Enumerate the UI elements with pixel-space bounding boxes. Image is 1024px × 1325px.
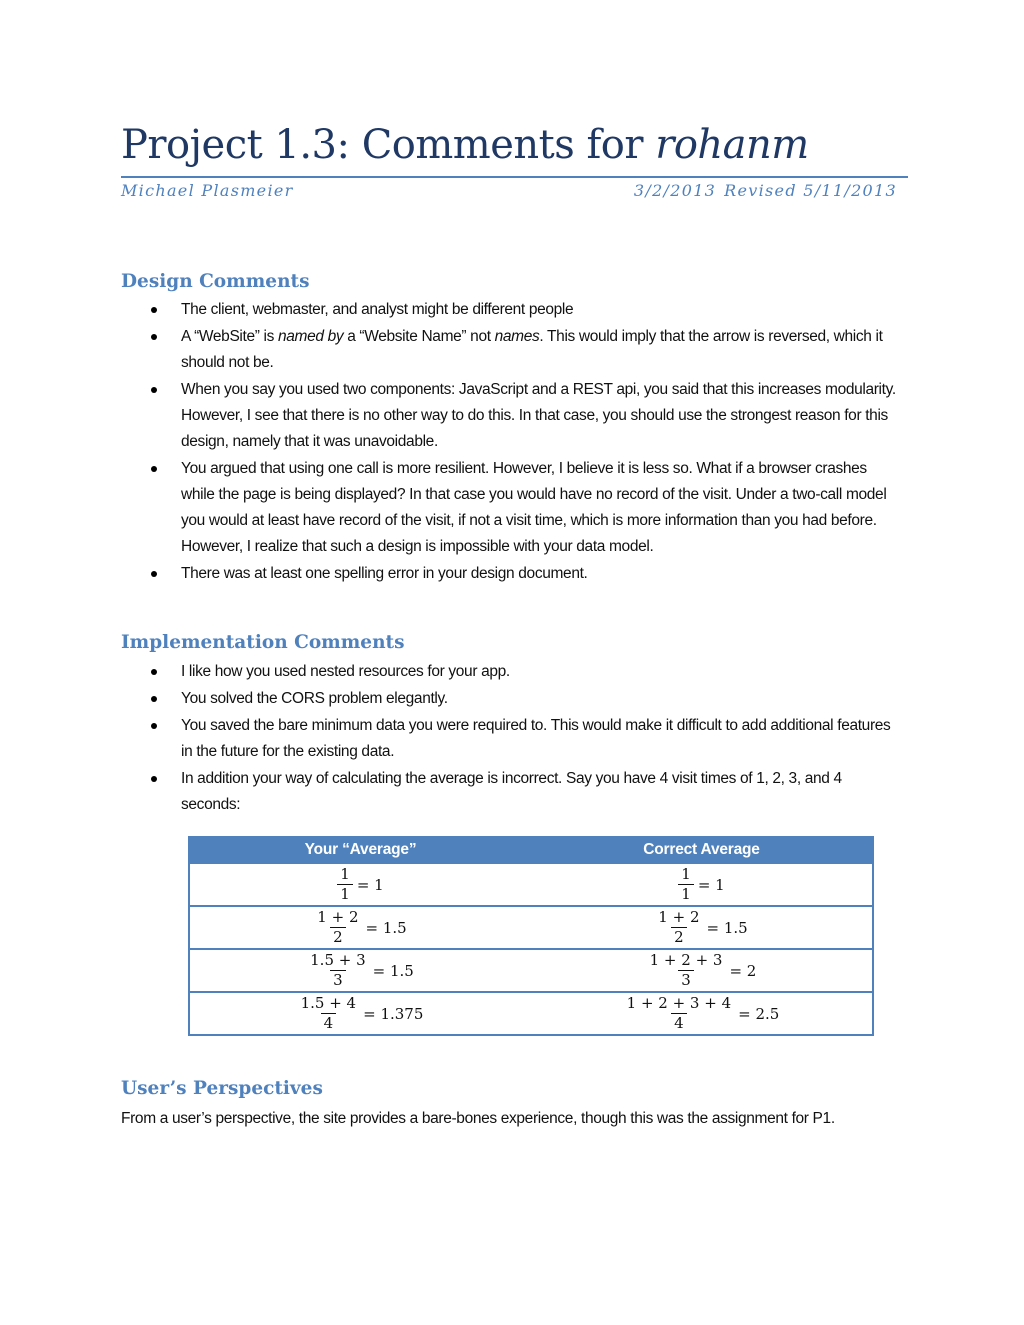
equation	[314, 909, 406, 946]
list-item: There was at least one spelling error in your design document.	[121, 561, 901, 587]
date: 3/2/2013	[633, 181, 717, 200]
denominator: 3	[678, 970, 694, 989]
numerator: 1 + 2 + 3 + 4	[626, 994, 732, 1012]
fraction	[647, 952, 726, 989]
implementation-heading: Implementation Comments	[121, 632, 405, 653]
fraction	[298, 995, 360, 1032]
list-item: In addition your way of calculating the average is incorrect. Say you have 4 visit times of 1, 2, 3, and 4 seconds:	[121, 766, 901, 818]
title-underline	[121, 176, 908, 178]
design-list	[121, 297, 908, 587]
author-name: Michael Plasmeier	[121, 181, 294, 200]
list-item: You saved the bare minimum data you were required to. This would make it difficult to add additional features in the future for the existing data.	[121, 713, 901, 765]
table-row	[189, 992, 873, 1035]
result: = 1	[697, 875, 725, 894]
numerator: 1.5 + 4	[300, 994, 357, 1012]
denominator: 3	[330, 970, 346, 989]
column-header-correct-average: Correct Average	[531, 837, 873, 863]
subtitle	[121, 181, 897, 200]
numerator: 1 + 2	[658, 908, 700, 926]
list-item: A “WebSite” is named by a “Website Name” not names. This would imply that the arrow is reversed, which it should not be.	[121, 324, 901, 376]
result: = 1.5	[365, 918, 407, 937]
result: = 1.375	[363, 1004, 424, 1023]
table-header-row	[189, 837, 873, 863]
result: = 2	[729, 961, 757, 980]
users-heading: User’s Perspectives	[121, 1078, 323, 1099]
title-username: rohanm	[655, 122, 809, 168]
list-item: I like how you used nested resources for your app.	[121, 659, 901, 685]
list-item: The client, webmaster, and analyst might be different people	[121, 297, 901, 323]
page-title	[121, 122, 809, 168]
list-item: You solved the CORS problem elegantly.	[121, 686, 901, 712]
users-paragraph: From a user’s perspective, the site provides a bare-bones experience, though this was the assignment for P1.	[121, 1110, 835, 1127]
numerator: 1	[681, 865, 691, 883]
denominator: 1	[678, 884, 694, 903]
numerator: 1.5 + 3	[310, 951, 366, 969]
denominator: 2	[330, 927, 346, 946]
table-body	[189, 863, 873, 1035]
fraction	[307, 952, 369, 989]
result: = 1.5	[372, 961, 414, 980]
table-row	[189, 949, 873, 992]
average-table	[188, 836, 874, 1036]
your-average-cell	[189, 992, 531, 1035]
design-heading: Design Comments	[121, 271, 310, 292]
fraction	[314, 909, 361, 946]
your-average-cell	[189, 863, 531, 906]
denominator: 2	[671, 927, 687, 946]
denominator: 4	[671, 1013, 687, 1032]
your-average-cell	[189, 949, 531, 992]
implementation-list	[121, 659, 908, 818]
equation	[624, 995, 780, 1032]
equation	[678, 866, 724, 903]
equation	[298, 995, 424, 1032]
result: = 1.5	[706, 918, 748, 937]
fraction	[624, 995, 735, 1032]
equation	[647, 952, 757, 989]
result: = 2.5	[738, 1004, 780, 1023]
correct-average-cell	[531, 906, 873, 949]
denominator: 1	[337, 884, 353, 903]
list-item: You argued that using one call is more resilient. However, I believe it is less so. What if a browser crashes while the page is being displayed? In that case you would have no record of the visit. Under a two-call model you would at least have record of the visit, if not a visit time, which is more information than you had before. However, I realize that such a design is impossible with your data model.	[121, 456, 901, 560]
date-line	[634, 181, 897, 200]
correct-average-cell	[531, 992, 873, 1035]
result: = 1	[356, 875, 384, 894]
equation	[337, 866, 383, 903]
title-text: Project 1.3: Comments for	[121, 122, 656, 168]
fraction	[337, 866, 353, 903]
correct-average-cell	[531, 863, 873, 906]
numerator: 1 + 2 + 3	[649, 951, 723, 969]
denominator: 4	[321, 1013, 337, 1032]
table-row	[189, 863, 873, 906]
numerator: 1 + 2	[317, 908, 359, 926]
equation	[655, 909, 747, 946]
table-row	[189, 906, 873, 949]
column-header-your-average: Your “Average”	[189, 837, 531, 863]
numerator: 1	[340, 865, 350, 883]
list-item: When you say you used two components: JavaScript and a REST api, you said that this increases modularity. However, I see that there is no other way to do this. In that case, you should use the strongest reason for this design, namely that it was unavoidable.	[121, 377, 901, 455]
fraction	[655, 909, 702, 946]
your-average-cell	[189, 906, 531, 949]
revised-date: Revised 5/11/2013	[724, 181, 897, 200]
equation	[307, 952, 414, 989]
correct-average-cell	[531, 949, 873, 992]
fraction	[678, 866, 694, 903]
